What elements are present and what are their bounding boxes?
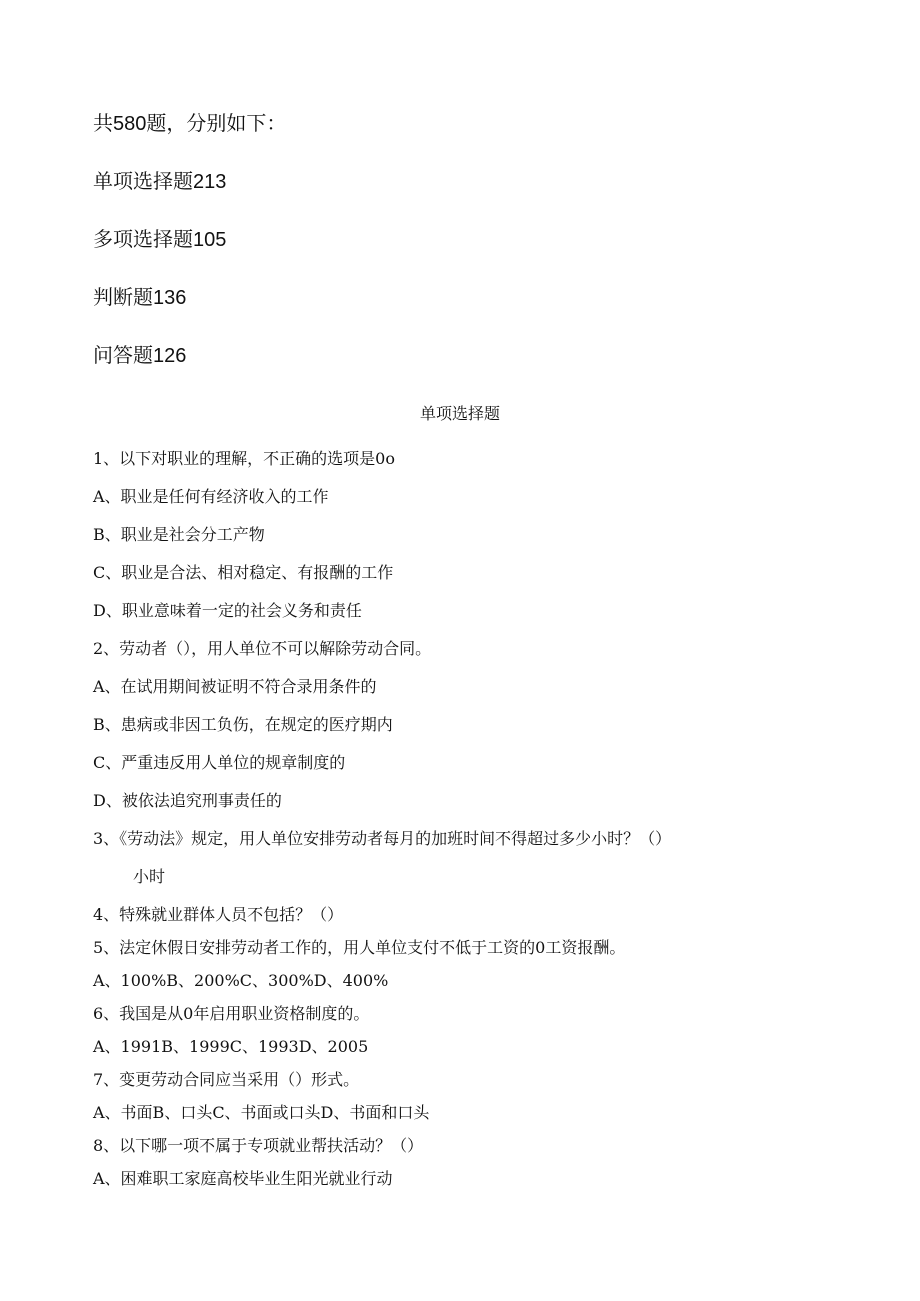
option-text: A、100%B、200%C、300%D、400% (93, 971, 389, 990)
question-continuation: 小时 (133, 867, 166, 886)
question-text: 4、特殊就业群体人员不包括？（） (93, 905, 344, 924)
section-title: 单项选择题 (419, 404, 500, 423)
summary-qa: 问答题126 (93, 345, 187, 367)
summary-single-choice: 单项选择题213 (93, 171, 227, 193)
option-text: B、患病或非因工负伤，在规定的医疗期内 (93, 715, 393, 734)
question-text: 1、以下对职业的理解，不正确的选项是0o (93, 449, 395, 468)
question-text: 8、以下哪一项不属于专项就业帮扶活动？（） (93, 1136, 424, 1155)
question-list (93, 447, 853, 1200)
option-text: C、严重违反用人单位的规章制度的 (93, 753, 346, 772)
question-text: 7、变更劳动合同应当采用（）形式。 (93, 1070, 360, 1089)
option-text: A、职业是任何有经济收入的工作 (93, 487, 329, 506)
question-text: 3、《劳动法》规定，用人单位安排劳动者每月的加班时间不得超过多少小时？（） (93, 829, 672, 848)
option-text: A、书面B、口头C、书面或口头D、书面和口头 (93, 1103, 430, 1122)
summary-multi-choice: 多项选择题105 (93, 229, 227, 251)
option-text: D、被依法追究刑事责任的 (93, 791, 282, 810)
option-text: B、职业是社会分工产物 (93, 525, 265, 544)
option-text: C、职业是合法、相对稳定、有报酬的工作 (93, 563, 394, 582)
question-text: 5、法定休假日安排劳动者工作的，用人单位支付不低于工资的0工资报酬。 (93, 938, 626, 957)
summary-true-false: 判断题136 (93, 287, 187, 309)
question-text: 6、我国是从0年启用职业资格制度的。 (93, 1004, 370, 1023)
question-text: 2、劳动者（），用人单位不可以解除劳动合同。 (93, 639, 432, 658)
option-text: A、在试用期间被证明不符合录用条件的 (93, 677, 377, 696)
option-text: A、1991B、1999C、1993D、2005 (93, 1037, 369, 1056)
summary-total: 共580题，分别如下： (93, 113, 287, 135)
option-text: A、困难职工家庭高校毕业生阳光就业行动 (93, 1169, 393, 1188)
question-summary (93, 110, 286, 400)
option-text: D、职业意味着一定的社会义务和责任 (93, 601, 362, 620)
